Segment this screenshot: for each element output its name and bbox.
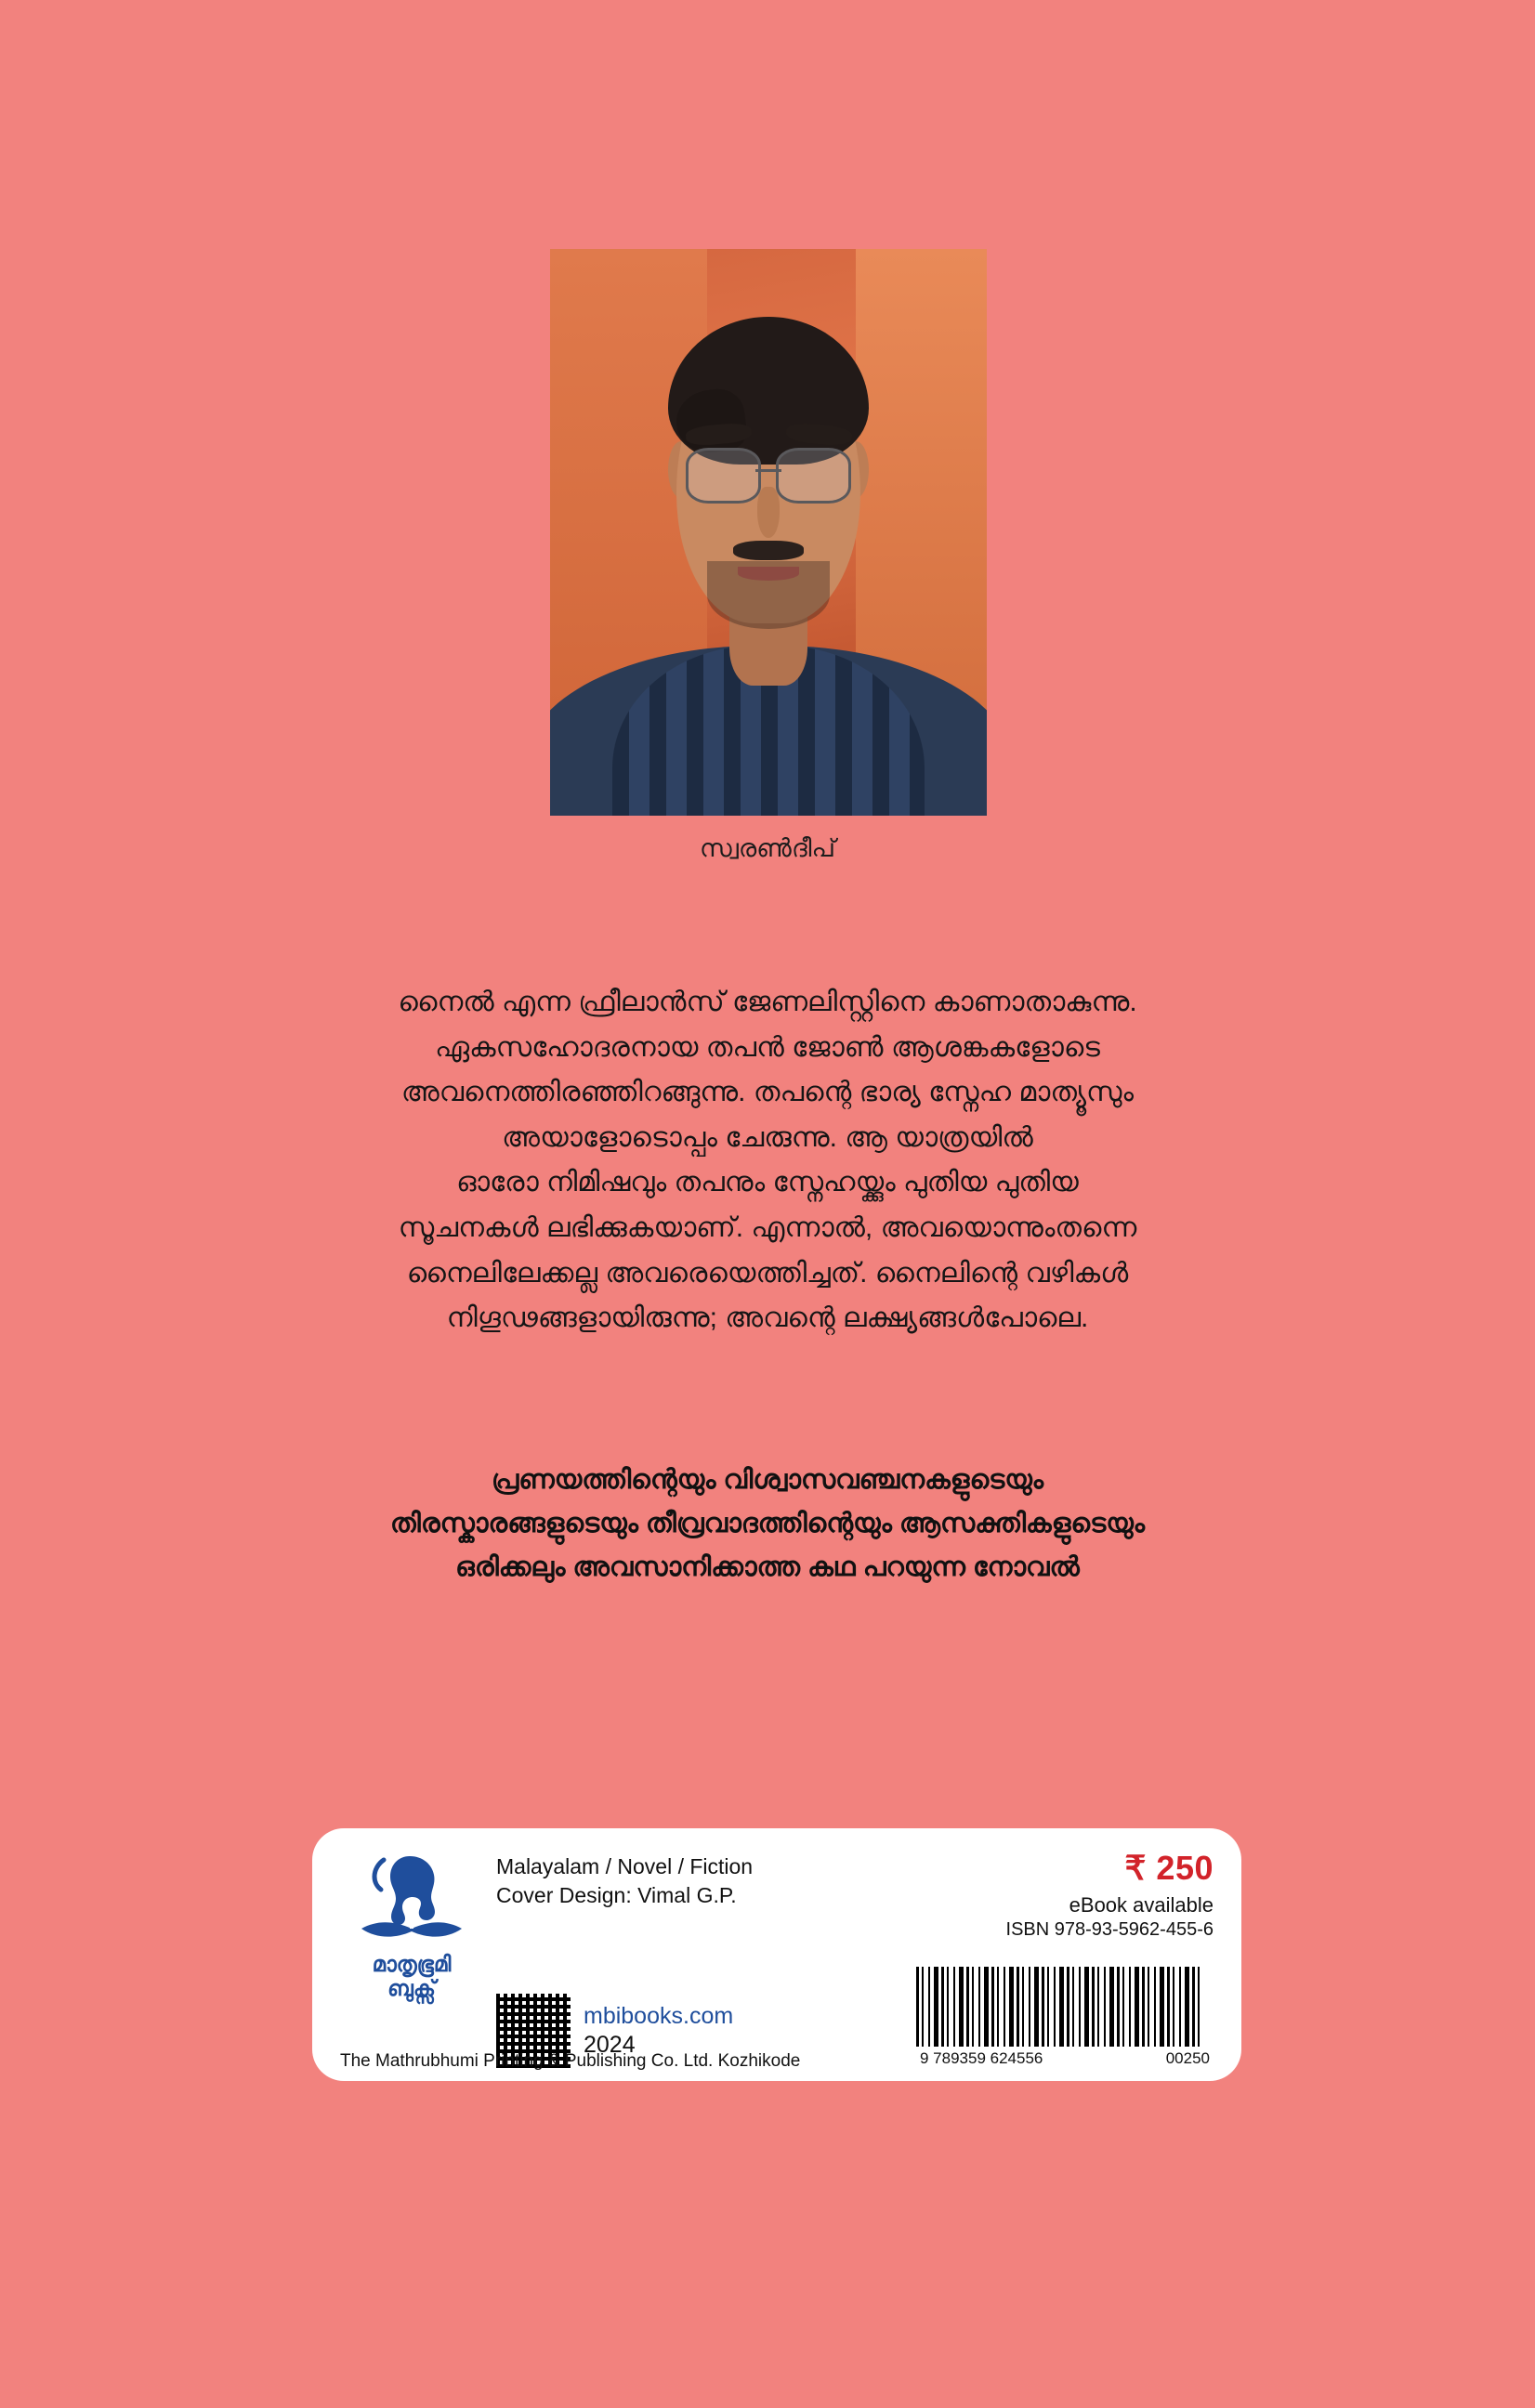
barcode-right-number: 00250 — [1165, 2049, 1210, 2067]
publisher-company-line: The Mathrubhumi Printing & Publishing Co. Ltd. Kozhikode — [340, 2051, 801, 2071]
blurb-line: അയാളോടൊപ്പം ചേരുന്നു. ആ യാത്രയിൽ — [502, 1121, 1033, 1153]
tagline-line: ഒരിക്കലും അവസാനിക്കാത്ത കഥ പറയുന്ന നോവൽ — [455, 1551, 1080, 1582]
publication-year: 2024 — [584, 2032, 636, 2058]
publisher-name-line1: മാതൃഭൂമി — [372, 1952, 452, 1976]
barcode-left-number: 9 789359 624556 — [920, 2049, 1043, 2067]
blurb-line: നൈലിലേക്കല്ല അവരെയെത്തിച്ചത്. നൈലിന്റെ വഴികൾ — [406, 1257, 1129, 1289]
portrait-nose — [757, 487, 780, 538]
portrait-moustache — [733, 541, 803, 560]
isbn-label: ISBN 978-93-5962-455-6 — [1005, 1919, 1214, 1940]
book-tagline — [186, 1459, 1349, 1590]
blurb-line: നൈൽ എന്ന ഫ്രീലാൻസ് ജേണലിസ്റ്റിനെ കാണാതാകുന്നു. — [398, 987, 1137, 1017]
portrait-mouth — [738, 567, 799, 581]
glasses-lens-right — [776, 448, 851, 504]
blurb-line: ഓരോ നിമിഷവും തപനും സ്നേഹയ്ക്കും പുതിയ പുതിയ — [456, 1167, 1079, 1198]
author-name: സ്വരൺദീപ് — [700, 834, 835, 862]
tagline-line: പ്രണയത്തിന്റെയും വിശ്വാസവഞ്ചനകളുടെയും — [491, 1465, 1044, 1495]
glasses-lens-left — [686, 448, 761, 504]
publisher-info-card — [312, 1828, 1241, 2081]
author-portrait — [550, 249, 987, 816]
price-label: ₹ 250 — [1124, 1849, 1214, 1887]
glasses-bridge — [755, 469, 782, 472]
ebook-availability: eBook available — [1069, 1893, 1214, 1917]
mathrubhumi-elephant-book-icon — [356, 1849, 467, 1951]
blurb-line: അവനെത്തിരഞ്ഞിറങ്ങുന്നു. തപന്റെ ഭാര്യ സ്നേഹ മാത്യൂസും — [400, 1077, 1135, 1108]
blurb-line: നിഗൂഢങ്ങളായിരുന്നു; അവന്റെ ലക്ഷ്യങ്ങൾപോലെ. — [446, 1302, 1089, 1334]
tagline-line: തിരസ്കാരങ്ങളുടെയും തീവ്രവാദത്തിന്റെയും ആസക്തികളുടെയും — [390, 1508, 1145, 1538]
website-link[interactable]: mbibooks.com — [584, 2003, 734, 2029]
barcode-numbers — [916, 2049, 1214, 2068]
book-category: Malayalam / Novel / Fiction — [496, 1854, 754, 1878]
author-photo-container — [550, 249, 987, 816]
book-metadata — [496, 1852, 753, 1911]
blurb-line: ഏകസഹോദരനായ തപൻ ജോൺ ആശങ്കകളോടെ — [435, 1031, 1100, 1063]
barcode-block — [916, 1967, 1214, 2068]
publisher-name-line2: ബുക്സ് — [387, 1975, 436, 2000]
book-blurb — [229, 980, 1306, 1341]
blurb-line: സൂചനകൾ ലഭിക്കുകയാണ്. എന്നാൽ, അവയൊന്നുംതന്നെ — [398, 1211, 1137, 1243]
cover-design-credit: Cover Design: Vimal G.P. — [496, 1883, 737, 1908]
price-block — [1006, 1849, 1214, 1941]
barcode-icon — [916, 1967, 1204, 2047]
website-block — [584, 2003, 733, 2059]
